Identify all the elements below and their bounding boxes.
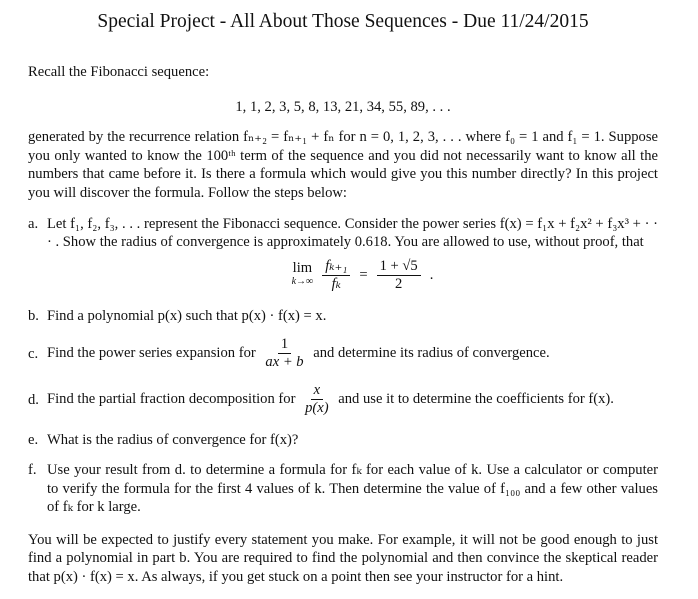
recall-text: Recall the Fibonacci sequence: [28, 64, 210, 80]
item-label: a. [28, 215, 39, 232]
item-label: f. [28, 461, 37, 478]
item-b [28, 307, 658, 326]
item-text: What is the radius of convergence for f(x)? [47, 432, 299, 449]
lim-operator: lim [292, 260, 313, 277]
rhs-numerator: 1 + √5 [377, 258, 421, 276]
item-label: c. [28, 346, 39, 363]
lim-numerator: fₖ₊₁ [322, 258, 350, 276]
item-e [28, 431, 658, 450]
item-text-post: and determine its radius of convergence. [313, 345, 550, 362]
page-title: Special Project - All About Those Sequences - Due 11/24/2015 [97, 11, 589, 32]
frac-denominator: ax + b [265, 354, 304, 371]
intro-paragraph: generated by the recurrence relation fₙ₊₂ = fₙ₊₁ + fₙ for n = 0, 1, 2, 3, . . . where f₀ = 1 and f₁ = 1. Suppose you only wanted to know the 100ᵗʰ term of the sequence and you did not necessarily want to know all the numbers that came before it. Is there a formula which would give you this number directly? In this project you will discover the formula. Follow the steps below: [28, 129, 658, 201]
item-label: d. [28, 392, 39, 409]
lim-denominator: fₖ [331, 275, 341, 292]
fibonacci-sequence: 1, 1, 2, 3, 5, 8, 13, 21, 34, 55, 89, . . . [235, 98, 451, 115]
item-text: Use your result from d. to determine a formula for fₖ for each value of k. Use a calculator or computer to verify the formula for the first 4 values of k. Then determine the value of f₁₀₀ and a few other values of fₖ for k large. [47, 461, 658, 516]
closing-paragraph: You will be expected to justify every statement you make. For example, it will not be good enough to just find a polynomial in part b. You are required to find the polynomial and then convince the skeptical reader that p(x) · f(x) = x. As always, if you get stuck on a point then see your instructor for a hint. [28, 531, 658, 585]
item-text: Let f₁, f₂, f₃, . . . represent the Fibonacci sequence. Consider the power series f(x) = f₁x + f₂x² + f₃x³ + · · · . Show the radius of convergence is approximately 0.618. You are allowed to use, without proof, that [47, 215, 658, 251]
frac-denominator: p(x) [305, 400, 329, 417]
item-a [28, 215, 658, 293]
item-label: b. [28, 307, 39, 324]
lim-subscript: k→∞ [291, 276, 314, 288]
limit-formula [47, 258, 658, 293]
item-text-pre: Find the power series expansion for [47, 345, 256, 362]
item-label: e. [28, 432, 39, 449]
period: . [429, 266, 434, 283]
item-f [28, 461, 658, 517]
frac-numerator: x [311, 382, 323, 400]
item-d [28, 382, 658, 417]
frac-numerator: 1 [278, 336, 291, 354]
item-text-post: and use it to determine the coefficients for f(x). [338, 391, 614, 408]
equals-sign: = [359, 266, 368, 283]
rhs-denominator: 2 [395, 275, 403, 292]
item-text-pre: Find the partial fraction decomposition for [47, 391, 296, 408]
item-text: Find a polynomial p(x) such that p(x) · f(x) = x. [47, 307, 327, 324]
item-c [28, 336, 658, 371]
